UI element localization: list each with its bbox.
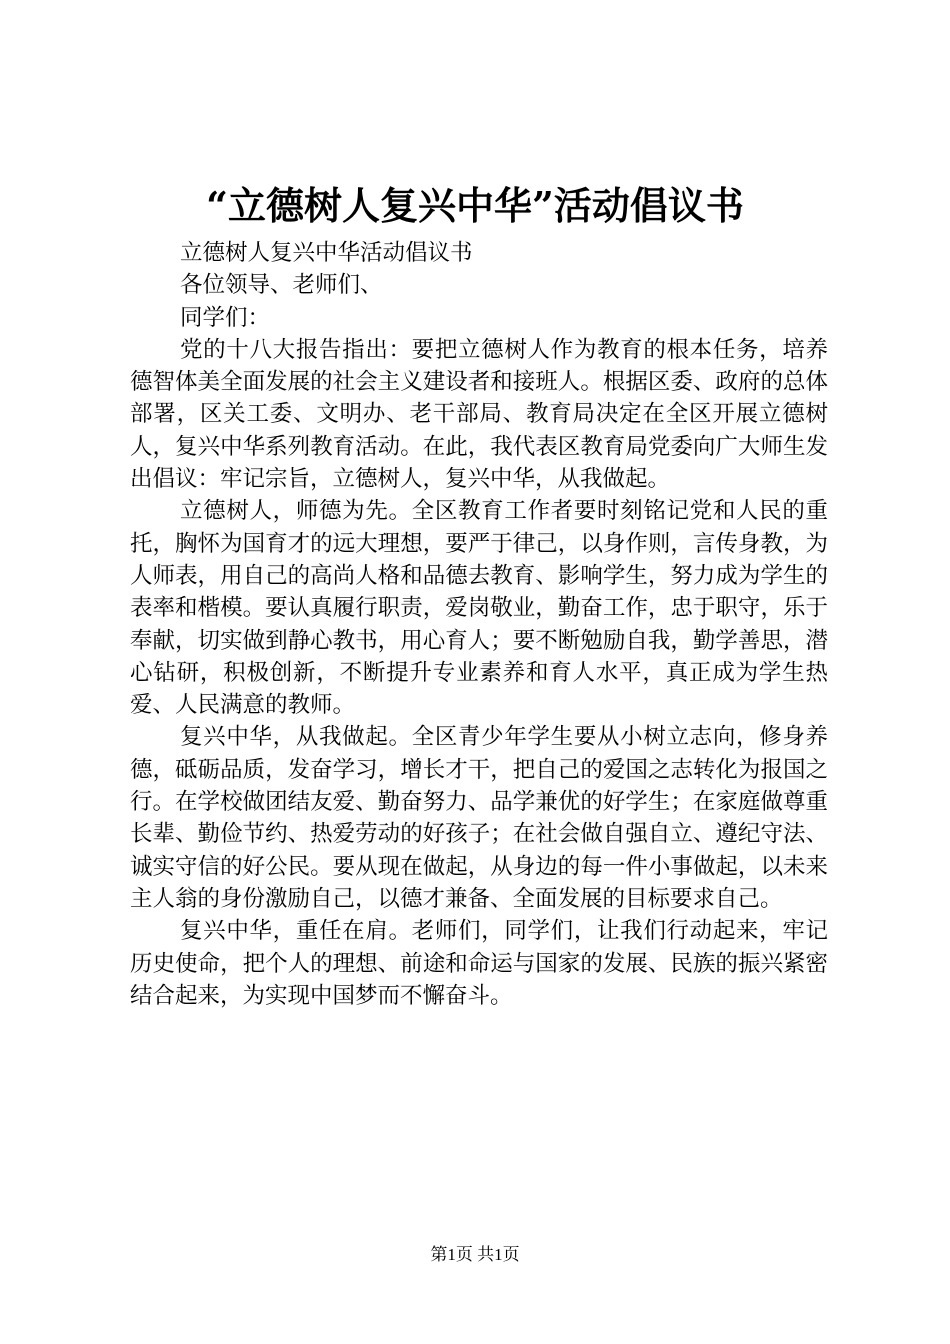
document-body [130, 237, 828, 1012]
document-title: “立德树人复兴中华”活动倡议书 [206, 183, 744, 228]
salutation-line-2: 同学们： [180, 304, 271, 331]
subtitle-paragraph: 立德树人复兴中华活动倡议书 [180, 240, 473, 266]
body-paragraph-3: 复兴中华，从我做起。全区青少年学生要从小树立志向，修身养德，砥砺品质，发奋学习，增长才干，把自己的爱国之志转化为报国之行。在学校做团结友爱、勤奋努力、品学兼优的好学生；在家庭做尊重长辈、勤俭节约、热爱劳动的好孩子；在社会做自强自立、遵纪守法、诚实守信的好公民。要从现在做起，从身边的每一件小事做起，以未来主人翁的身份激励自己，以德才兼备、全面发展的目标要求自己。 [130, 724, 828, 912]
salutation-line-1: 各位领导、老师们、 [180, 272, 383, 299]
page-number-footer: 第1页 共1页 [430, 1245, 520, 1264]
body-paragraph-1: 党的十八大报告指出：要把立德树人作为教育的根本任务，培养德智体美全面发展的社会主义建设者和接班人。根据区委、政府的总体部署，区关工委、文明办、老干部局、教育局决定在全区开展立德树人，复兴中华系列教育活动。在此，我代表区教育局党委向广大师生发出倡议：牢记宗旨，立德树人，复兴中华，从我做起。 [130, 336, 828, 493]
body-paragraph-2: 立德树人，师德为先。全区教育工作者要时刻铭记党和人民的重托，胸怀为国育才的远大理想，要严于律己，以身作则，言传身教，为人师表，用自己的高尚人格和品德去教育、影响学生，努力成为学生的表率和楷模。要认真履行职责，爱岗敬业，勤奋工作，忠于职守，乐于奉献，切实做到静心教书，用心育人；要不断勉励自我，勤学善思，潜心钻研，积极创新，不断提升专业素养和育人水平，真正成为学生热爱、人民满意的教师。 [130, 498, 828, 719]
body-paragraph-4: 复兴中华，重任在肩。老师们，同学们，让我们行动起来，牢记历史使命，把个人的理想、前途和命运与国家的发展、民族的振兴紧密结合起来，为实现中国梦而不懈奋斗。 [130, 918, 828, 1009]
